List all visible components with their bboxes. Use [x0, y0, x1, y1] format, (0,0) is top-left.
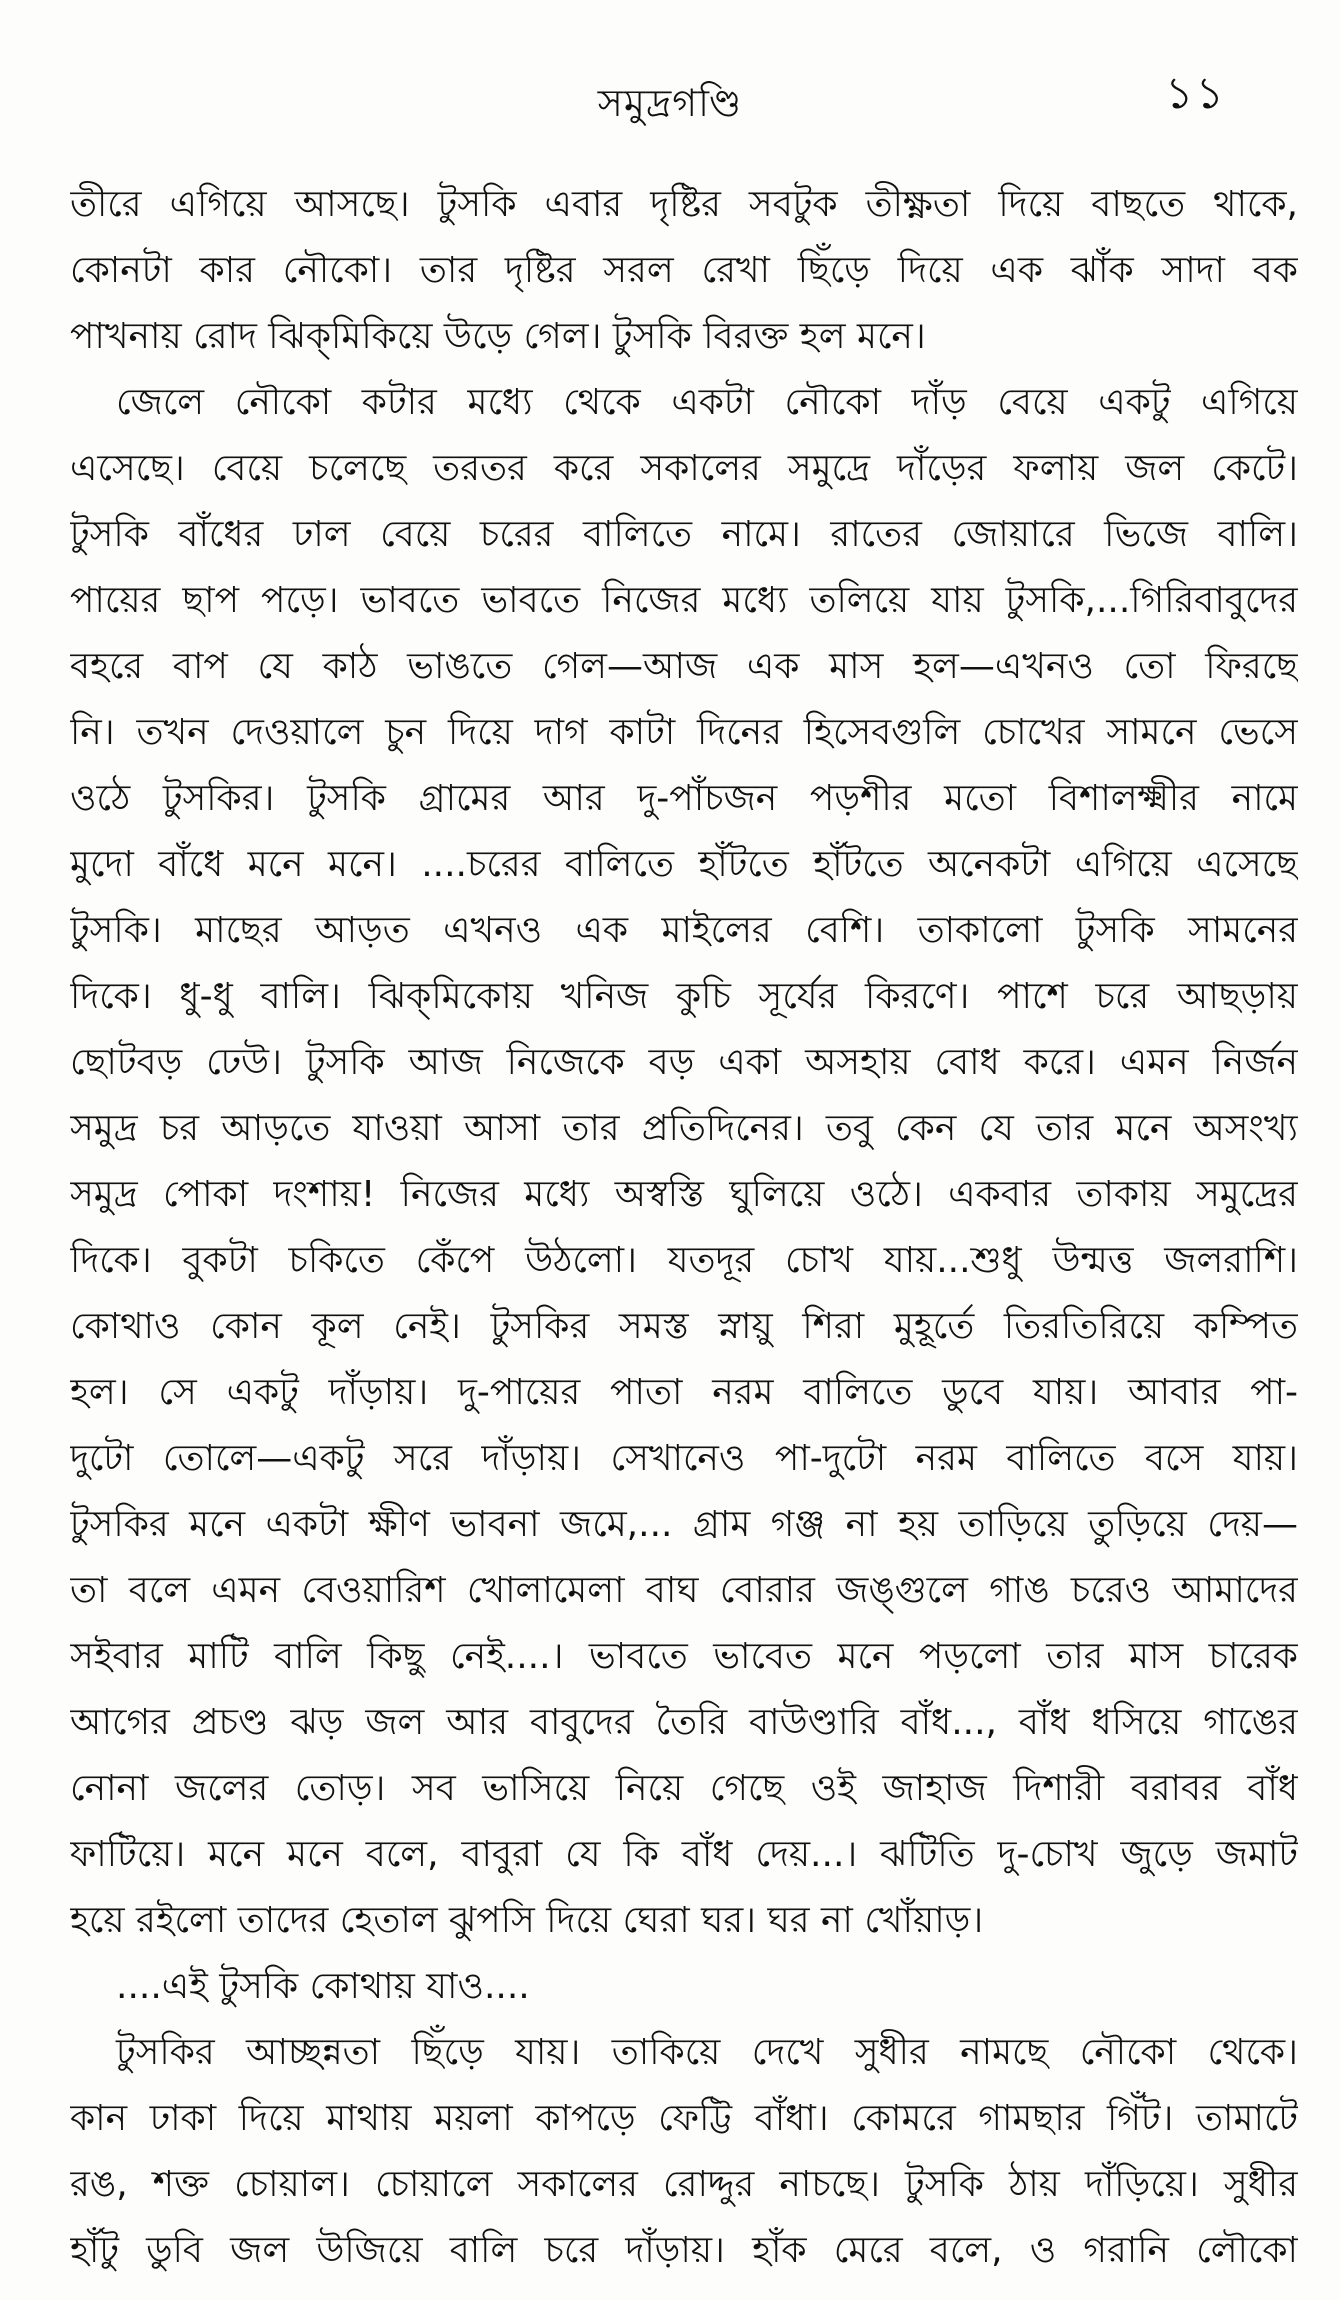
text-line: জেলে নৌকো কটার মধ্যে থেকে একটা নৌকো দাঁড় বেয়ে একটু এগিয়ে [116, 382, 1298, 423]
page-number: ১১ [1165, 68, 1227, 119]
text-line: তীরে এগিয়ে আসছে। টুসকি এবার দৃষ্টির সবটুক তীক্ষ্ণতা দিয়ে বাছতে থাকে, [70, 184, 1298, 225]
text-line: ছোটবড় ঢেউ। টুসকি আজ নিজেকে বড় একা অসহায় বোধ করে। এমন নির্জন [70, 1042, 1298, 1083]
text-line: হয়ে রইলো তাদের হেতাল ঝুপসি দিয়ে ঘেরা ঘর। ঘর না খোঁয়াড়। [70, 1900, 984, 1941]
text-line: সইবার মাটি বালি কিছু নেই....। ভাবতে ভাবেত মনে পড়লো তার মাস চারেক [70, 1636, 1298, 1677]
text-line: পাখনায় রোদ ঝিক্‌মিকিয়ে উড়ে গেল। টুসকি বিরক্ত হল মনে। [70, 316, 926, 357]
text-line: কোনটা কার নৌকো। তার দৃষ্টির সরল রেখা ছিঁড়ে দিয়ে এক ঝাঁক সাদা বক [70, 250, 1298, 291]
text-line: নোনা জলের তোড়। সব ভাসিয়ে নিয়ে গেছে ওই জাহাজ দিশারী বরাবর বাঁধ [70, 1768, 1298, 1809]
text-line: সমুদ্র চর আড়তে যাওয়া আসা তার প্রতিদিনের। তবু কেন যে তার মনে অসংখ্য [70, 1108, 1298, 1149]
text-line: হাঁটু ডুবি জল উজিয়ে বালি চরে দাঁড়ায়। হাঁক মেরে বলে, ও গরানি লৌকো [70, 2230, 1298, 2271]
text-line: টুসকির আচ্ছন্নতা ছিঁড়ে যায়। তাকিয়ে দেখে সুধীর নামছে নৌকো থেকে। [116, 2032, 1298, 2073]
running-header: সমুদ্রগণ্ডি [597, 81, 743, 125]
text-line: মুদো বাঁধে মনে মনে। ....চরের বালিতে হাঁটতে হাঁটতে অনেকটা এগিয়ে এসেছে [70, 844, 1298, 885]
text-line: রঙ, শক্ত চোয়াল। চোয়ালে সকালের রোদ্দুর নাচছে। টুসকি ঠায় দাঁড়িয়ে। সুধীর [70, 2164, 1298, 2205]
text-line: দিকে। ধু-ধু বালি। ঝিক্‌মিকোয় খনিজ কুচি সূর্যের কিরণে। পাশে চরে আছড়ায় [70, 976, 1298, 1017]
text-line: ফাটিয়ে। মনে মনে বলে, বাবুরা যে কি বাঁধ দেয়...। ঝটিতি দু-চোখ জুড়ে জমাট [70, 1834, 1298, 1875]
text-line: কোথাও কোন কূল নেই। টুসকির সমস্ত স্নায়ু শিরা মুহূর্তে তিরতিরিয়ে কম্পিত [70, 1306, 1298, 1347]
text-line: আগের প্রচণ্ড ঝড় জল আর বাবুদের তৈরি বাউণ্ডারি বাঁধ..., বাঁধ ধসিয়ে গাঙের [70, 1702, 1298, 1743]
text-line: হল। সে একটু দাঁড়ায়। দু-পায়ের পাতা নরম বালিতে ডুবে যায়। আবার পা- [70, 1372, 1298, 1413]
text-line: পায়ের ছাপ পড়ে। ভাবতে ভাবতে নিজের মধ্যে তলিয়ে যায় টুসকি,...গিরিবাবুদের [70, 580, 1298, 621]
text-line: টুসকি। মাছের আড়ত এখনও এক মাইলের বেশি। তাকালো টুসকি সামনের [70, 910, 1298, 951]
text-line: তা বলে এমন বেওয়ারিশ খোলামেলা বাঘ বোরার জঙ্গুলে গাঙ চরেও আমাদের [70, 1570, 1298, 1611]
text-line: ....এই টুসকি কোথায় যাও.... [116, 1966, 530, 2007]
text-line: এসেছে। বেয়ে চলেছে তরতর করে সকালের সমুদ্রে দাঁড়ের ফলায় জল কেটে। [70, 448, 1298, 489]
text-line: বহরে বাপ যে কাঠ ভাঙতে গেল—আজ এক মাস হল—এখনও তো ফিরছে [70, 646, 1298, 687]
text-line: ওঠে টুসকির। টুসকি গ্রামের আর দু-পাঁচজন পড়শীর মতো বিশালক্ষ্মীর নামে [70, 778, 1298, 819]
text-line: কান ঢাকা দিয়ে মাথায় ময়লা কাপড়ে ফেট্টি বাঁধা। কোমরে গামছার গিঁট। তামাটে [70, 2098, 1298, 2139]
text-line: টুসকি বাঁধের ঢাল বেয়ে চরের বালিতে নামে। রাতের জোয়ারে ভিজে বালি। [70, 514, 1298, 555]
text-line: দুটো তোলে—একটু সরে দাঁড়ায়। সেখানেও পা-দুটো নরম বালিতে বসে যায়। [70, 1438, 1298, 1479]
text-line: নি। তখন দেওয়ালে চুন দিয়ে দাগ কাটা দিনের হিসেবগুলি চোখের সামনে ভেসে [70, 712, 1298, 753]
text-body [70, 172, 1298, 2284]
text-line: সমুদ্র পোকা দংশায়! নিজের মধ্যে অস্বস্তি ঘুলিয়ে ওঠে। একবার তাকায় সমুদ্রের [70, 1174, 1298, 1215]
text-line: দিকে। বুকটা চকিতে কেঁপে উঠলো। যতদূর চোখ যায়...শুধু উন্মত্ত জলরাশি। [70, 1240, 1298, 1281]
text-line: টুসকির মনে একটা ক্ষীণ ভাবনা জমে,... গ্রাম গঞ্জ না হয় তাড়িয়ে তুড়িয়ে দেয়— [70, 1504, 1298, 1545]
